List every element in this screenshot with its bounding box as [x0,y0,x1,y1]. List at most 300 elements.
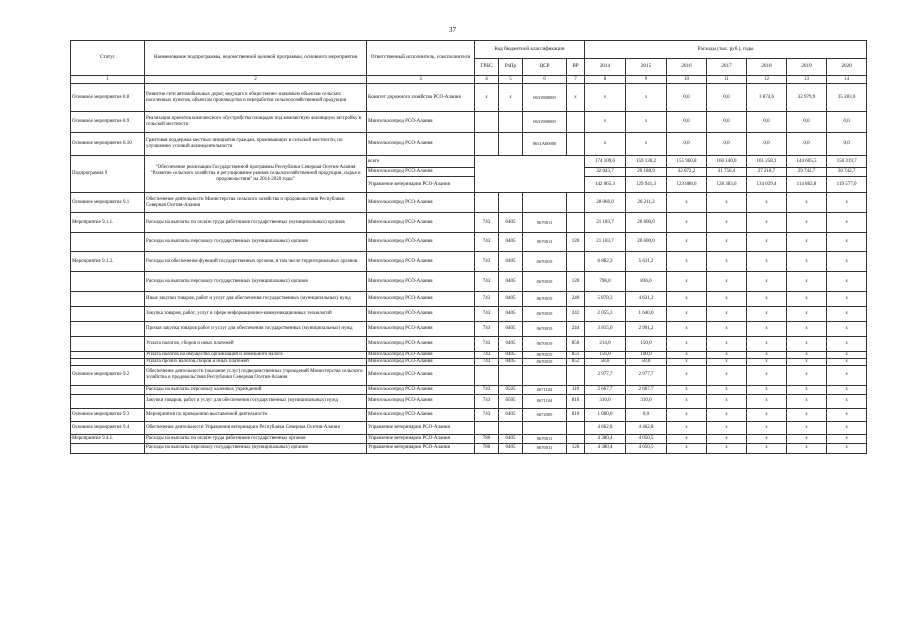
subprogram-value: 29 742,7 [787,168,827,177]
row-value: x [667,394,707,408]
row-value: 1 000,0 [585,408,626,421]
row-value: x [667,434,707,443]
row-vr: x [567,84,585,112]
row-value: x [787,193,827,213]
row-status: Основное мероприятие 9.2 [71,365,145,385]
row-status [71,352,145,359]
row-csr: 0671104 [523,385,567,394]
table-row [71,421,867,434]
row-value: x [747,307,787,322]
row-value: x [827,292,867,307]
table-row [71,233,867,252]
table-row [71,385,867,394]
row-value: x [707,394,747,408]
row-value: 310,0 [626,394,667,408]
row-grbs: 743 [475,352,499,359]
col-number: 7 [567,76,585,84]
row-rzpr: 0405 [499,252,523,272]
subprogram-value: 160 140,0 [707,156,747,168]
row-value: x [667,272,707,292]
row-executor: Минсельхозпрод РСО-Алания [367,213,475,233]
row-value: x [787,408,827,421]
row-value: 4 631,2 [626,292,667,307]
row-value: x [747,337,787,352]
subprogram-value: 159 130,2 [626,156,667,168]
subprogram-value: 174 109,0 [585,156,626,168]
subprogram-value: 161 258,1 [747,156,787,168]
row-value: x [827,385,867,394]
row-value: 100,0 [626,352,667,359]
subprogram-executor: всего [367,156,475,168]
row-value: 21 183,7 [585,233,626,252]
row-rzpr: 0405 [499,337,523,352]
header-year: 2019 [787,59,827,76]
table-row [71,337,867,352]
row-value: 0,0 [667,133,707,156]
col-number: 8 [585,76,626,84]
header-year: 2014 [585,59,626,76]
row-value: x [626,84,667,112]
row-value: 836,0 [626,272,667,292]
row-value: 0,0 [626,408,667,421]
row-value: x [585,84,626,112]
row-value: 0,0 [747,112,787,133]
row-vr: 850 [567,337,585,352]
row-csr: 0670019 [523,358,567,365]
row-executor: Минсельхозпрод РСО-Алания [367,385,475,394]
row-status [71,385,145,394]
row-value: 2 055,3 [585,307,626,322]
header-rzpr: РзПр [499,59,523,76]
row-status: Мероприятие 9.1.2. [71,252,145,272]
subprogram-executor: Управление ветеринарии РСО-Алания [367,177,475,193]
table-row [71,292,867,307]
row-value: x [707,307,747,322]
table-row [71,213,867,233]
subprogram-value: 29 188,9 [626,168,667,177]
row-executor: Минсельхозпрод РСО-Алания [367,233,475,252]
row-executor: Минсельхозпрод РСО-Алания [367,322,475,337]
table-row [71,352,867,359]
row-value: x [747,233,787,252]
row-vr [567,421,585,434]
subprogram-value: 155 960,8 [667,156,707,168]
row-value: x [747,408,787,421]
row-value: x [667,408,707,421]
row-vr: 852 [567,358,585,365]
row-executor: Управление ветеринарии РСО-Алания [367,443,475,453]
row-value: 20 600,0 [626,233,667,252]
row-status [71,443,145,453]
row-grbs: 743 [475,252,499,272]
row-rzpr: 0405 [499,233,523,252]
row-value: x [667,385,707,394]
header-grbs: ГРБС [475,59,499,76]
row-vr: 120 [567,233,585,252]
row-value: x [747,292,787,307]
header-year: 2017 [707,59,747,76]
row-value: x [747,421,787,434]
col-number: 14 [827,76,867,84]
row-name: Мероприятия по проведению выставочной деятельности [145,408,367,421]
row-value: x [827,322,867,337]
row-status: Основное мероприятие 8.8 [71,84,145,112]
row-value: x [827,337,867,352]
row-value: 156,0 [585,352,626,359]
row-value: 4 050,5 [626,434,667,443]
row-name: Расходы на выплаты по оплате труда работников государственных органов [145,434,367,443]
row-name: Развитие сети автомобильных дорог, ведущих к общественно значимым объектам сельских населенных пунктов, объектам производства и переработки сельскохозяйственной продукции [145,84,367,112]
row-csr: 0670019 [523,322,567,337]
row-value: x [747,394,787,408]
subprogram-value: 31 756,4 [707,168,747,177]
subprogram-status: Подпрограмма 9 [71,156,145,193]
row-value: x [707,337,747,352]
row-rzpr: 0405 [499,272,523,292]
row-rzpr [499,421,523,434]
row-executor: Минсельхозпрод РСО-Алания [367,337,475,352]
row-value: 20 600,0 [626,213,667,233]
row-csr: 0670019 [523,352,567,359]
row-value: x [747,193,787,213]
row-csr: 0671104 [523,394,567,408]
row-status [71,358,145,365]
row-value: x [787,233,827,252]
row-executor: Минсельхозпрод РСО-Алания [367,365,475,385]
header-year: 2015 [626,59,667,76]
row-vr: 120 [567,443,585,453]
row-rzpr: 0405 [499,443,523,453]
row-status [71,322,145,337]
row-csr [523,193,567,213]
row-value: 2 977,7 [585,365,626,385]
header-executor: Ответственный исполнитель, соисполнители [367,41,475,76]
row-rzpr: 0405 [499,352,523,359]
row-value: x [787,213,827,233]
row-csr: 0670019 [523,252,567,272]
row-value: x [585,133,626,156]
row-value: x [747,272,787,292]
row-executor: Минсельхозпрод РСО-Алания [367,408,475,421]
row-value: 0,0 [747,133,787,156]
row-executor: Минсельхозпрод РСО-Алания [367,352,475,359]
row-value: x [827,421,867,434]
table-row [71,443,867,453]
row-value: x [827,434,867,443]
row-name: Обеспечение деятельности Управления ветеринарии Республики Северная Осетия-Алания [145,421,367,434]
row-value: x [827,358,867,365]
row-csr: 0670011 [523,434,567,443]
row-value: x [787,394,827,408]
row-executor: Управление ветеринарии РСО-Алания [367,434,475,443]
row-value: x [667,421,707,434]
row-value: x [707,358,747,365]
subprogram-value: 129 941,3 [626,177,667,193]
subprogram-value: 30 742,7 [827,168,867,177]
row-grbs: 780 [475,443,499,453]
row-rzpr [499,112,523,133]
row-status [71,272,145,292]
col-number: 12 [747,76,787,84]
row-status [71,233,145,252]
row-value: 6 882,3 [585,252,626,272]
row-value: 2 667,7 [626,385,667,394]
row-value: x [787,421,827,434]
row-name: Расходы на обеспечение функций государственных органов, в том числе территориальных органов [145,252,367,272]
column-number-row [71,76,867,84]
rows-section-9 [71,193,867,454]
row-grbs: 743 [475,394,499,408]
row-name: Расходы на выплаты по оплате труда работников государственных (муниципальных) органов [145,213,367,233]
row-rzpr [499,193,523,213]
row-vr: 240 [567,292,585,307]
row-value: x [827,394,867,408]
row-value: 5 611,2 [626,252,667,272]
table-row [71,307,867,322]
row-executor: Минсельхозпрод РСО-Алания [367,394,475,408]
row-status [71,337,145,352]
row-value: 50,0 [626,358,667,365]
row-rzpr: 0405 [499,322,523,337]
row-name: Иные закупки товаров, работ и услуг для обеспечения государственных (муниципальных) нужд [145,292,367,307]
row-value: x [787,352,827,359]
row-value: 2 991,2 [626,322,667,337]
row-csr [523,365,567,385]
row-value: 0,0 [787,133,827,156]
col-number: 4 [475,76,499,84]
row-value: 4 462,8 [626,421,667,434]
row-status: Основное мероприятие 8.10 [71,133,145,156]
row-vr: 110 [567,385,585,394]
col-number: 9 [626,76,667,84]
row-value: x [747,434,787,443]
subprogram-value: 114 862,8 [787,177,827,193]
row-status: Мероприятие 9.1.1. [71,213,145,233]
row-vr: 244 [567,322,585,337]
row-rzpr: 0405 [499,292,523,307]
table-row [71,272,867,292]
row-value: x [585,112,626,133]
row-status [71,307,145,322]
table-row [71,133,867,156]
row-grbs: 743 [475,272,499,292]
row-value: x [626,112,667,133]
rows-section-8 [71,84,867,156]
subprogram-executor: Минсельхозпрод РСО-Алания [367,168,475,177]
row-name: Закупка товаров, работ, услуг в сфере информационно-коммуникационных технологий [145,307,367,322]
row-name: Закупки товаров, работ и услуг для обеспечения государственных (муниципальных) нужд [145,394,367,408]
row-value: 4 380,4 [585,443,626,453]
row-value: x [787,337,827,352]
table-row [71,252,867,272]
subprogram-value: 128 383,6 [707,177,747,193]
row-value: x [827,408,867,421]
header-budget-code: Код бюджетной классификации [475,41,585,59]
row-value: x [707,252,747,272]
row-value: x [667,358,707,365]
col-number: 6 [523,76,567,84]
row-name: Обеспечение деятельности Министерства сельского хозяйства и продовольствия Республики Северная Осетия-Алания [145,193,367,213]
row-grbs [475,193,499,213]
row-name: Грантовая поддержка местных инициатив граждан, проживающих в сельской местности, по улучшению условий жизнедеятельности [145,133,367,156]
row-value: 0,0 [827,133,867,156]
col-number: 11 [707,76,747,84]
row-value: x [747,358,787,365]
subprogram-section [71,156,867,193]
row-value: x [707,322,747,337]
row-executor: Минсельхозпрод РСО-Алания [367,358,475,365]
row-name: Расходы на выплаты персоналу государственных (муниципальных) органов [145,233,367,252]
row-value: x [707,193,747,213]
row-value: x [667,193,707,213]
row-value: 0,0 [667,112,707,133]
subprogram-value: 32 043,7 [585,168,626,177]
row-value: x [747,322,787,337]
row-value: x [827,272,867,292]
row-value: x [827,233,867,252]
row-value: x [787,385,827,394]
row-value: x [827,443,867,453]
row-grbs [475,112,499,133]
row-executor: Минсельхозпрод РСО-Алания [367,307,475,322]
col-number: 3 [367,76,475,84]
row-value: x [747,365,787,385]
row-grbs: 743 [475,213,499,233]
row-value: 3 874,6 [747,84,787,112]
subprogram-value: 32 072,2 [667,168,707,177]
row-csr: 0670011 [523,443,567,453]
row-value: x [707,272,747,292]
row-value: 0,0 [707,112,747,133]
row-value: x [787,322,827,337]
row-vr: 810 [567,394,585,408]
table-row [71,84,867,112]
row-executor: Комитет дорожного хозяйства РСО-Алания [367,84,475,112]
subprogram-value: 123 888,6 [667,177,707,193]
row-executor: Минсельхозпрод РСО-Алания [367,252,475,272]
row-grbs: 780 [475,434,499,443]
subprogram-value: 150 319,7 [827,156,867,168]
row-name: Уплата налогов, сборов и иных платежей [145,337,367,352]
row-name: Уплата налогов на имущество организаций и земельного налога [145,352,367,359]
row-name: Реализация проектов комплексного обустройства площадок под компактную жилищную застройку в сельской местности [145,112,367,133]
row-rzpr: 0405 [499,408,523,421]
row-value: 4 380,4 [585,434,626,443]
row-csr: 0670019 [523,292,567,307]
row-value: x [667,443,707,453]
row-value: x [707,434,747,443]
row-grbs: 743 [475,233,499,252]
row-value: x [626,133,667,156]
row-vr: 120 [567,272,585,292]
row-value: x [747,213,787,233]
row-value: 0,0 [787,112,827,133]
row-vr [567,112,585,133]
row-value: 798,0 [585,272,626,292]
row-value: x [827,307,867,322]
row-value: x [707,385,747,394]
row-status: Основное мероприятие 9.4 [71,421,145,434]
row-csr: 0670011 [523,233,567,252]
header-year: 2016 [667,59,707,76]
subprogram-name: "Обеспечение реализации Государственной программы Республики Северная Осетия-Алания "Развитие сельского хозяйства и регулирование рынков сельскохозяйственной продукции, сырья и продовольствия" на 2014-2020 годы" [145,156,367,193]
row-vr [567,133,585,156]
row-value: x [707,292,747,307]
row-value: x [747,252,787,272]
row-status: Мероприятие 9.4.1. [71,434,145,443]
header-vr: ВР [567,59,585,76]
row-vr [567,193,585,213]
row-value: x [787,307,827,322]
row-executor: Минсельхозпрод РСО-Алания [367,193,475,213]
row-value: x [707,443,747,453]
subprogram-value: 144 605,5 [787,156,827,168]
row-value: x [747,352,787,359]
row-value: x [707,365,747,385]
row-value: 5 870,3 [585,292,626,307]
row-value: x [827,252,867,272]
row-value: x [667,233,707,252]
row-csr: 0670019 [523,307,567,322]
row-value: 150,0 [626,337,667,352]
row-grbs: 743 [475,408,499,421]
row-status: Основное мероприятие 9.3 [71,408,145,421]
col-number: 13 [787,76,827,84]
budget-table [70,40,867,454]
row-grbs: x [475,84,499,112]
row-value: 2 977,7 [626,365,667,385]
row-rzpr: 0405 [499,358,523,365]
row-value: 4 050,5 [626,443,667,453]
row-csr: 0670019 [523,337,567,352]
row-rzpr: 0505 [499,394,523,408]
row-value: x [787,434,827,443]
row-value: x [707,213,747,233]
row-vr [567,434,585,443]
row-vr [567,213,585,233]
row-name: Расходы на выплаты персоналу государственных (муниципальных) органов [145,443,367,453]
row-value: x [707,352,747,359]
row-rzpr: 0405 [499,434,523,443]
row-rzpr [499,365,523,385]
table-row [71,358,867,365]
header-status: Статус [71,41,145,76]
row-value: x [747,385,787,394]
row-value: x [667,365,707,385]
row-vr: 810 [567,408,585,421]
row-grbs: 743 [475,307,499,322]
row-executor: Управление ветеринарии РСО-Алания [367,421,475,434]
row-grbs: 743 [475,385,499,394]
table-row [71,193,867,213]
row-value: 21 183,7 [585,213,626,233]
row-value: 0,0 [667,84,707,112]
row-executor: Минсельхозпрод РСО-Алания [367,272,475,292]
row-value: 28 066,0 [585,193,626,213]
row-csr [523,421,567,434]
row-executor: Минсельхозпрод РСО-Алания [367,112,475,133]
header-csr: ЦСР [523,59,567,76]
row-value: x [787,365,827,385]
row-vr: 242 [567,307,585,322]
row-rzpr: 0405 [499,213,523,233]
row-value: x [747,443,787,453]
row-value: x [787,358,827,365]
row-value: x [707,233,747,252]
row-value: x [667,292,707,307]
row-csr: 0631А00000 [523,133,567,156]
row-name: Уплата прочих налогов,сборов и иных платежей [145,358,367,365]
